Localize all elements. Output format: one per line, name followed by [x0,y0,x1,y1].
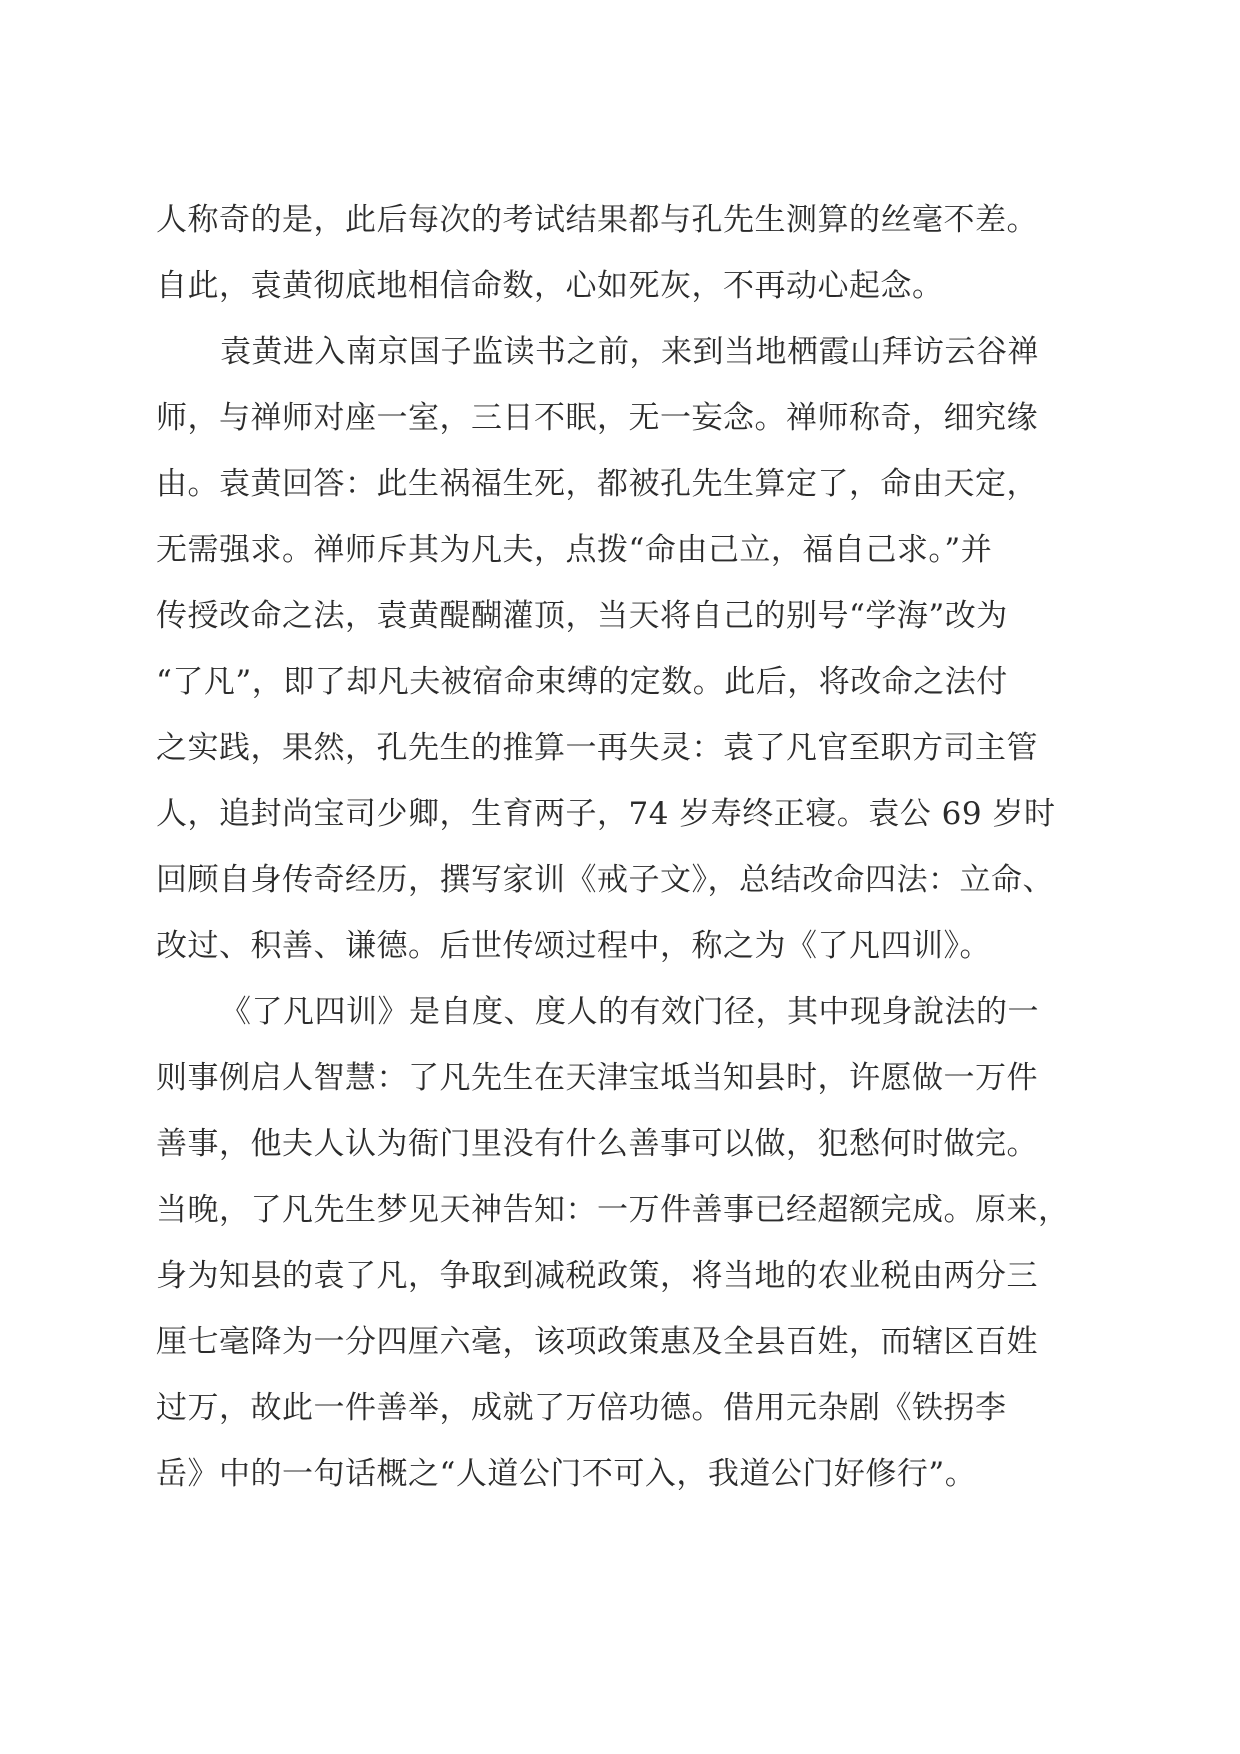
text-line: 《了凡四训》是自度、度人的有效门径，其中现身說法的一 [220,994,1039,1030]
text-line: 过万，故此一件善举，成就了万倍功德。借用元杂剧《铁拐李 [156,1390,1007,1426]
text-line: 自此，袁黄彻底地相信命数，心如死灰，不再动心起念。 [156,268,944,304]
text-line: 岳》中的一句话概之“人道公门不可入，我道公门好修行”。 [156,1456,977,1492]
text-line: 回顾自身传奇经历，撰写家训《戒子文》，总结改命四法：立命、 [156,862,1054,898]
text-line: 之实践，果然，孔先生的推算一再失灵：袁了凡官至职方司主管 [156,730,1038,766]
text-line: 师，与禅师对座一室，三日不眠，无一妄念。禅师称奇，细究缘 [156,400,1038,436]
text-line: 厘七毫降为一分四厘六毫，该项政策惠及全县百姓，而辖区百姓 [156,1324,1038,1360]
text-line: 改过、积善、谦德。后世传颂过程中，称之为《了凡四训》。 [156,928,991,964]
text-line: 当晚，了凡先生梦见天神告知：一万件善事已经超额完成。原来， [156,1192,1070,1228]
text-line: 传授改命之法，袁黄醍醐灌顶，当天将自己的别号“学海”改为 [156,598,1008,634]
text-line: 袁黄进入南京国子监读书之前，来到当地栖霞山拜访云谷禅 [220,334,1039,370]
text-line: 人称奇的是，此后每次的考试结果都与孔先生测算的丝毫不差。 [156,202,1038,238]
document-body [156,187,1116,1507]
text-line: 身为知县的袁了凡，争取到减税政策，将当地的农业税由两分三 [156,1258,1038,1294]
text-line: 由。袁黄回答：此生祸福生死，都被孔先生算定了，命由天定， [156,466,1038,502]
text-line: 人，追封尚宝司少卿，生育两子，74 岁寿终正寝。袁公 69 岁时 [156,796,1056,832]
text-line: “了凡”，即了却凡夫被宿命束缚的定数。此后，将改命之法付 [156,664,1008,700]
text-line: 无需强求。禅师斥其为凡夫，点拨“命由己立，福自己求。”并 [156,532,993,568]
text-line: 善事，他夫人认为衙门里没有什么善事可以做，犯愁何时做完。 [156,1126,1038,1162]
text-line: 则事例启人智慧：了凡先生在天津宝坻当知县时，许愿做一万件 [156,1060,1038,1096]
